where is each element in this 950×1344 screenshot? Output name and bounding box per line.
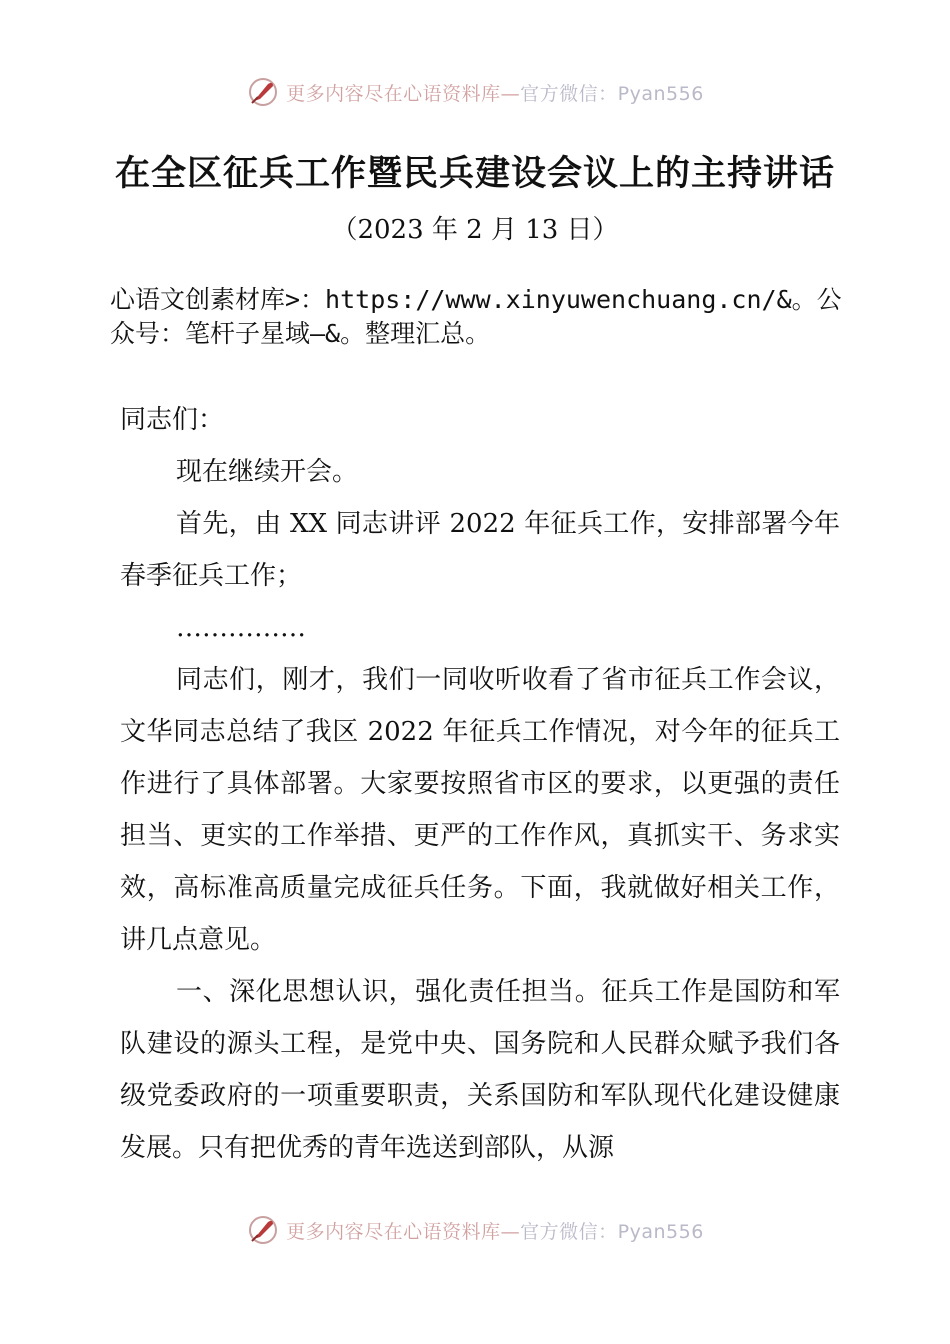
document-body <box>120 394 840 1174</box>
source-note: 心语文创素材库>：https://www.xinyuwenchuang.cn/&。公众号：笔杆子星域—&。整理汇总。 <box>110 285 842 348</box>
document-title: 在全区征兵工作暨民兵建设会议上的主持讲话 <box>114 153 835 194</box>
quill-logo-icon <box>246 75 280 109</box>
watermark-text: 更多内容尽在心语资料库— <box>286 1220 521 1243</box>
watermark-text: 更多内容尽在心语资料库— <box>286 82 521 105</box>
salutation: 同志们： <box>120 405 225 435</box>
paragraph: 首先，由 XX 同志讲评 2022 年征兵工作，安排部署今年春季征兵工作； <box>120 509 840 591</box>
ellipsis-line: …………… <box>176 613 306 643</box>
watermark-wechat: 官方微信：Pyan556 <box>520 82 704 105</box>
watermark-wechat: 官方微信：Pyan556 <box>520 1220 704 1243</box>
document-date: （2023 年 2 月 13 日） <box>331 215 619 245</box>
paragraph: 一、深化思想认识，强化责任担当。征兵工作是国防和军队建设的源头工程，是党中央、国务院和人民群众赋予我们各级党委政府的一项重要职责，关系国防和军队现代化建设健康发展。只有把优秀的青年选送到部队，从源 <box>120 977 840 1163</box>
paragraph: 现在继续开会。 <box>176 457 359 487</box>
footer-watermark <box>0 1210 950 1250</box>
paragraph: 同志们，刚才，我们一同收听收看了省市征兵工作会议，文华同志总结了我区 2022 年征兵工作情况，对今年的征兵工作进行了具体部署。大家要按照省市区的要求，以更强的责任担当、更实的工作举措、更严的工作作风，真抓实干、务求实效，高标准高质量完成征兵任务。下面，我就做好相关工作，讲几点意见。 <box>120 665 840 955</box>
quill-logo-icon <box>246 1213 280 1247</box>
header-watermark <box>0 72 950 112</box>
